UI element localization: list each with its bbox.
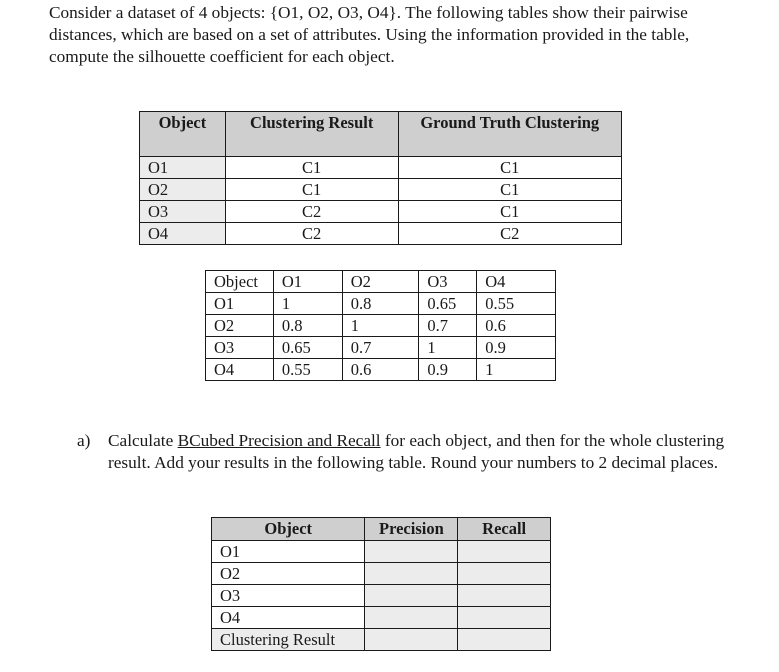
column-header: Object — [140, 112, 226, 157]
table-cell: Object — [206, 271, 274, 293]
column-header: Object — [212, 518, 365, 541]
table-cell: O2 — [342, 271, 419, 293]
table-cell: O3 — [206, 337, 274, 359]
table-row — [206, 271, 556, 293]
question-letter: a) — [77, 431, 91, 450]
table-cell: 0.65 — [419, 293, 477, 315]
question-prefix: Calculate — [108, 431, 178, 450]
table-cell: 1 — [477, 359, 556, 381]
recall-cell[interactable] — [458, 541, 551, 563]
table-cell: C1 — [225, 179, 398, 201]
precision-cell[interactable] — [365, 585, 458, 607]
table-cell: 0.65 — [273, 337, 342, 359]
column-header: Precision — [365, 518, 458, 541]
bcubed-results-table — [211, 517, 551, 651]
table-cell: 0.8 — [273, 315, 342, 337]
table-cell: C2 — [225, 201, 398, 223]
table-header-row — [140, 112, 622, 157]
table-row — [212, 607, 551, 629]
table-cell: 1 — [342, 315, 419, 337]
table-cell: O2 — [140, 179, 226, 201]
table-row — [140, 201, 622, 223]
table-cell: O2 — [212, 563, 365, 585]
table-cell: 0.6 — [342, 359, 419, 381]
table-cell: 0.9 — [419, 359, 477, 381]
precision-cell[interactable] — [365, 541, 458, 563]
table-cell: 0.55 — [477, 293, 556, 315]
table-cell: O3 — [140, 201, 226, 223]
table-cell: O3 — [212, 585, 365, 607]
table-cell: 0.9 — [477, 337, 556, 359]
recall-cell[interactable] — [458, 629, 551, 651]
question-underlined-term: BCubed Precision and Recall — [177, 431, 381, 450]
table-cell: O3 — [419, 271, 477, 293]
table-cell: 0.55 — [273, 359, 342, 381]
table-row — [212, 585, 551, 607]
table-cell: O4 — [206, 359, 274, 381]
table-cell: O4 — [212, 607, 365, 629]
table-cell: C2 — [398, 223, 622, 245]
table-cell: C1 — [398, 157, 622, 179]
table-cell: 0.7 — [342, 337, 419, 359]
table-row — [140, 157, 622, 179]
recall-cell[interactable] — [458, 585, 551, 607]
table-cell: 0.6 — [477, 315, 556, 337]
table-cell: O4 — [477, 271, 556, 293]
table-cell: C1 — [225, 157, 398, 179]
table-cell: O1 — [273, 271, 342, 293]
table-row — [212, 563, 551, 585]
distance-matrix-table — [205, 270, 556, 381]
intro-paragraph: Consider a dataset of 4 objects: {O1, O2, O3, O4}. The following tables show their pairwise distances, which are based on a set of attributes. Using the information provided in the table, compute the silhouette coefficient for each object. — [49, 3, 690, 66]
table-cell: C2 — [225, 223, 398, 245]
column-header: Ground Truth Clustering — [398, 112, 622, 157]
table-cell: 1 — [419, 337, 477, 359]
table-cell: C1 — [398, 179, 622, 201]
table-row — [206, 293, 556, 315]
table-cell: O1 — [212, 541, 365, 563]
table-row — [206, 315, 556, 337]
table-cell: C1 — [398, 201, 622, 223]
table-cell: O4 — [140, 223, 226, 245]
table-cell: 0.8 — [342, 293, 419, 315]
recall-cell[interactable] — [458, 607, 551, 629]
table-cell: O1 — [140, 157, 226, 179]
column-header: Clustering Result — [225, 112, 398, 157]
table-row — [212, 629, 551, 651]
table-header-row — [212, 518, 551, 541]
precision-cell[interactable] — [365, 607, 458, 629]
column-header: Recall — [458, 518, 551, 541]
recall-cell[interactable] — [458, 563, 551, 585]
table-row — [206, 337, 556, 359]
table-row — [140, 223, 622, 245]
table-cell: 0.7 — [419, 315, 477, 337]
precision-cell[interactable] — [365, 563, 458, 585]
table-cell: 1 — [273, 293, 342, 315]
clustering-table — [139, 111, 622, 245]
table-row — [140, 179, 622, 201]
table-cell: O1 — [206, 293, 274, 315]
precision-cell[interactable] — [365, 629, 458, 651]
table-cell: Clustering Result — [212, 629, 365, 651]
table-row — [212, 541, 551, 563]
question-suffix: for each object, and then for the whole clustering result. Add your results in the following table. Round your numbers to 2 decimal places. — [108, 431, 725, 472]
table-row — [206, 359, 556, 381]
table-cell: O2 — [206, 315, 274, 337]
question-text — [108, 430, 728, 474]
